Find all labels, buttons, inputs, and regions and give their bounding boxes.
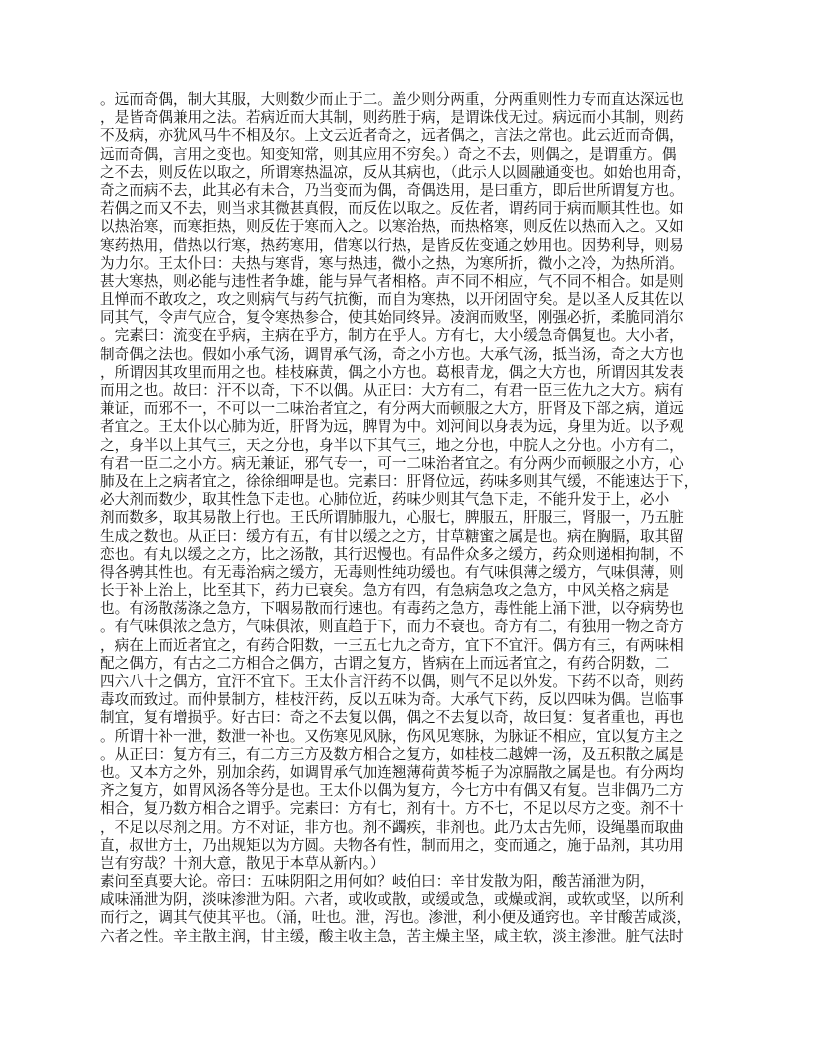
text-line: 为力尔。王太仆曰：夫热与寒背，寒与热违，微小之热，为寒所折，微小之冷，为热所消。	[100, 254, 684, 272]
text-line: 奇之而病不去，此其必有未合，乃当变而为偶，奇偶迭用，是曰重方，即后世所谓复方也。	[100, 181, 684, 199]
text-line: 。远而奇偶，制大其服，大则数少而止于二。盖少则分两重，分两重则性力专而直达深远也	[100, 91, 684, 108]
text-line: 必大剂而数少，取其性急下走也。心肺位近，药味少则其气急下走，不能升发于上，必小	[100, 491, 670, 509]
text-line: 。从正曰：复方有三，有二方三方及数方相合之复方，如桂枝二越婢一汤，及五积散之属是	[100, 745, 684, 763]
text-line: 而行之，调其气使其平也。（涌，吐也。泄，泻也。渗泄，利小便及通窍也。辛甘酸苦咸淡，	[100, 909, 692, 927]
text-line: ，不足以尽剂之用。方不对证，非方也。剂不蠲疾，非剂也。此乃太古先师，设绳墨而取曲	[100, 818, 684, 836]
text-line: 四六八十之偶方，宜汗不宜下。王太仆言汗药不以偶，则气不足以外发。下药不以奇，则药	[100, 673, 684, 690]
text-line: ，是皆奇偶兼用之法。若病近而大其制，则药胜于病，是谓诛伐无过。病远而小其制，则药	[100, 109, 684, 127]
document-body	[100, 91, 720, 946]
text-line: 。所谓十补一泄，数泄一补也。又伤寒见风脉，伤风见寒脉，为脉证不相应，宜以复方主之	[100, 727, 684, 745]
text-line: 且惮而不敢攻之，攻之则病气与药气抗衡，而自为寒热，以开闭固守矣。是以圣人反其佐以	[100, 291, 684, 309]
text-line: 素问至真要大论。帝曰：五味阴阳之用何如？岐伯曰：辛甘发散为阳，酸苦涌泄为阴，	[100, 873, 655, 891]
text-line: 恋也。有丸以缓之之方，比之汤散，其行迟慢也。有品件众多之缓方，药众则递相拘制，不	[100, 545, 684, 563]
text-line: 之，身半以上其气三，天之分也，身半以下其气三，地之分也，中脘人之分也。小方有二，	[100, 436, 684, 454]
text-line: ，病在上而近者宜之，有药合阳数，一三五七九之奇方，宜下不宜汗。偶方有三，有两味相	[100, 636, 684, 654]
text-line: 同其气，令声气应合，复令寒热参合，使其始同终异。凌润而败坚，刚强必折，柔脆同消尔	[100, 309, 684, 327]
text-line: 六者之性。辛主散主润，甘主缓，酸主收主急，苦主燥主坚，咸主软，淡主渗泄。脏气法时	[100, 927, 684, 945]
text-line: 之不去，则反佐以取之，所谓寒热温凉，反从其病也，（此示人以圆融通变也。如始也用奇，	[100, 163, 692, 181]
text-line: 也。又本方之外，别加余药，如调胃承气加连翘薄荷黄芩栀子为凉膈散之属是也。有分两均	[100, 763, 684, 781]
text-line: 得各骋其性也。有无毒治病之缓方，无毒则性纯功缓也。有气味俱薄之缓方，气味俱薄，则	[100, 563, 684, 581]
text-line: 制奇偶之法也。假如小承气汤，调胃承气汤，奇之小方也。大承气汤，抵当汤，奇之大方也	[100, 345, 684, 363]
text-line: 。有气味俱浓之急方，气味俱浓，则直趋于下，而力不衰也。奇方有二，有独用一物之奇方	[100, 618, 684, 636]
text-line: 远而奇偶，言用之变也。知变知常，则其应用不穷矣。）奇之不去，则偶之，是谓重方。偶	[100, 145, 677, 163]
text-line: 肺及在上之病者宜之，徐徐细呷是也。完素曰：肝肾位远，药味多则其气缓，不能速达于下，	[100, 472, 699, 490]
text-line: 配之偶方，有古之二方相合之偶方，古谓之复方，皆病在上而远者宜之，有药合阴数，二	[100, 654, 670, 672]
text-line: 剂而数多，取其易散上行也。王氏所谓肺服九，心服七，脾服五，肝服三，肾服一，乃五脏	[100, 509, 684, 527]
text-line: 也。有汤散荡涤之急方，下咽易散而行速也。有毒药之急方，毒性能上涌下泄，以夺病势也	[100, 600, 684, 618]
text-line: 寒药热用，借热以行寒，热药寒用，借寒以行热，是皆反佐变通之妙用也。因势利导，则易	[100, 236, 684, 254]
text-line: 若偶之而又不去，则当求其微甚真假，而反佐以取之。反佐者，谓药同于病而顺其性也。如	[100, 200, 684, 218]
text-line: 兼证，而邪不一，不可以一二味治者宜之，有分两大而顿服之大方，肝肾及下部之病，道远	[100, 400, 684, 418]
text-line: 者宜之。王太仆以心肺为近，肝肾为远，脾胃为中。刘河间以身表为远，身里为近。以予观	[100, 418, 684, 436]
text-line: 甚大寒热，则必能与违性者争雄，能与异气者相格。声不同不相应，气不同不相合。如是则	[100, 272, 684, 290]
text-line: 岂有穷哉？十剂大意，散见于本草从新内。）	[100, 854, 385, 872]
text-line: 以热治寒，而寒拒热，则反佐于寒而入之。以寒治热，而热格寒，则反佐以热而入之。又如	[100, 218, 684, 236]
text-line: 齐之复方，如胃风汤各等分是也。王太仆以偶为复方，今七方中有偶又有复。岂非偶乃二方	[100, 782, 684, 800]
text-line: 不及病，亦犹风马牛不相及尔。上文云近者奇之，远者偶之，言法之常也。此云近而奇偶，	[100, 127, 684, 145]
text-line: ，所谓因其攻里而用之也。桂枝麻黄，偶之小方也。葛根青龙，偶之大方也，所谓因其发表	[100, 363, 684, 381]
text-line: 毒攻而致过。而仲景制方，桂枝汗药，反以五味为奇。大承气下药，反以四味为偶。岂临事	[100, 691, 684, 709]
text-line: 相合，复乃数方相合之谓乎。完素曰：方有七，剂有十。方不七，不足以尽方之变。剂不十	[100, 800, 684, 818]
text-line: 长于补上治上，比至其下，药力已衰矣。急方有四，有急病急攻之急方，中风关格之病是	[100, 582, 670, 600]
text-line: 生成之数也。从正曰：缓方有五，有甘以缓之之方，甘草糖蜜之属是也。病在胸膈，取其留	[100, 527, 684, 545]
text-line: 咸味涌泄为阴，淡味渗泄为阳。六者，或收或散，或缓或急，或燥或润，或软或坚，以所利	[100, 891, 684, 909]
text-line: 。完素曰：流变在乎病，主病在乎方，制方在乎人。方有七，大小缓急奇偶复也。大小者，	[100, 327, 684, 345]
text-line: 有君一臣二之小方。病无兼证，邪气专一，可一二味治者宜之。有分两少而顿服之小方，心	[100, 454, 684, 472]
text-line: 而用之也。故曰：汗不以奇，下不以偶。从正曰：大方有二，有君一臣三佐九之大方。病有	[100, 382, 684, 399]
text-line: 制宜，复有增损乎。好古曰：奇之不去复以偶，偶之不去复以奇，故曰复：复者重也，再也	[100, 709, 684, 727]
text-line: 直，叔世方士，乃出规矩以为方圆。夫物各有性，制而用之，变而通之，施于品剂，其功用	[100, 836, 684, 854]
